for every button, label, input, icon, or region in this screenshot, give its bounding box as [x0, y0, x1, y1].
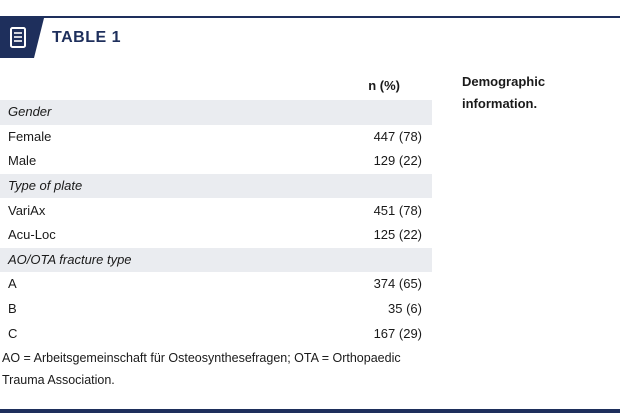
row-label: Type of plate [0, 174, 318, 199]
table-row [0, 272, 432, 297]
row-label: C [8, 325, 18, 341]
row-value: 447 (78) [373, 128, 422, 144]
table-title: TABLE 1 [52, 29, 121, 46]
table-row-group-fracture [0, 248, 432, 273]
caption-line-2: information. [462, 96, 538, 111]
table-row [0, 125, 432, 150]
row-value [318, 100, 432, 125]
row-value: 451 (78) [373, 202, 422, 218]
table-caption [462, 71, 612, 115]
table-row [0, 297, 432, 322]
row-label: Acu-Loc [8, 227, 56, 243]
row-value [318, 174, 432, 199]
caption-line-1: Demographic [462, 74, 546, 89]
row-label: AO/OTA fracture type [0, 248, 318, 273]
table-row-group-gender [0, 100, 432, 125]
footnote-line-2: Trauma Association. [2, 373, 115, 387]
table-footnote [2, 347, 432, 391]
row-value: 35 (6) [388, 301, 422, 317]
table-row-group-plate [0, 174, 432, 199]
row-label: A [8, 276, 17, 292]
demographic-table [0, 100, 432, 346]
table-badge [0, 18, 44, 58]
row-value: 129 (22) [373, 153, 422, 169]
bottom-rule [0, 409, 620, 413]
column-header-n-percent: n (%) [368, 78, 400, 93]
row-label: Male [8, 153, 37, 169]
row-label: Female [8, 128, 52, 144]
table-row [0, 149, 432, 174]
row-label: VariAx [8, 202, 46, 218]
footnote-line-1: AO = Arbeitsgemeinschaft für Osteosynthesefragen; OTA = Orthopaedic [2, 351, 401, 365]
row-value [318, 248, 432, 273]
row-value: 374 (65) [373, 276, 422, 292]
row-value: 167 (29) [373, 325, 422, 341]
top-rule [0, 16, 620, 18]
table-row [0, 223, 432, 248]
table-row [0, 198, 432, 223]
row-label: B [8, 301, 17, 317]
row-value: 125 (22) [373, 227, 422, 243]
row-label: Gender [0, 100, 318, 125]
table-row [0, 321, 432, 346]
